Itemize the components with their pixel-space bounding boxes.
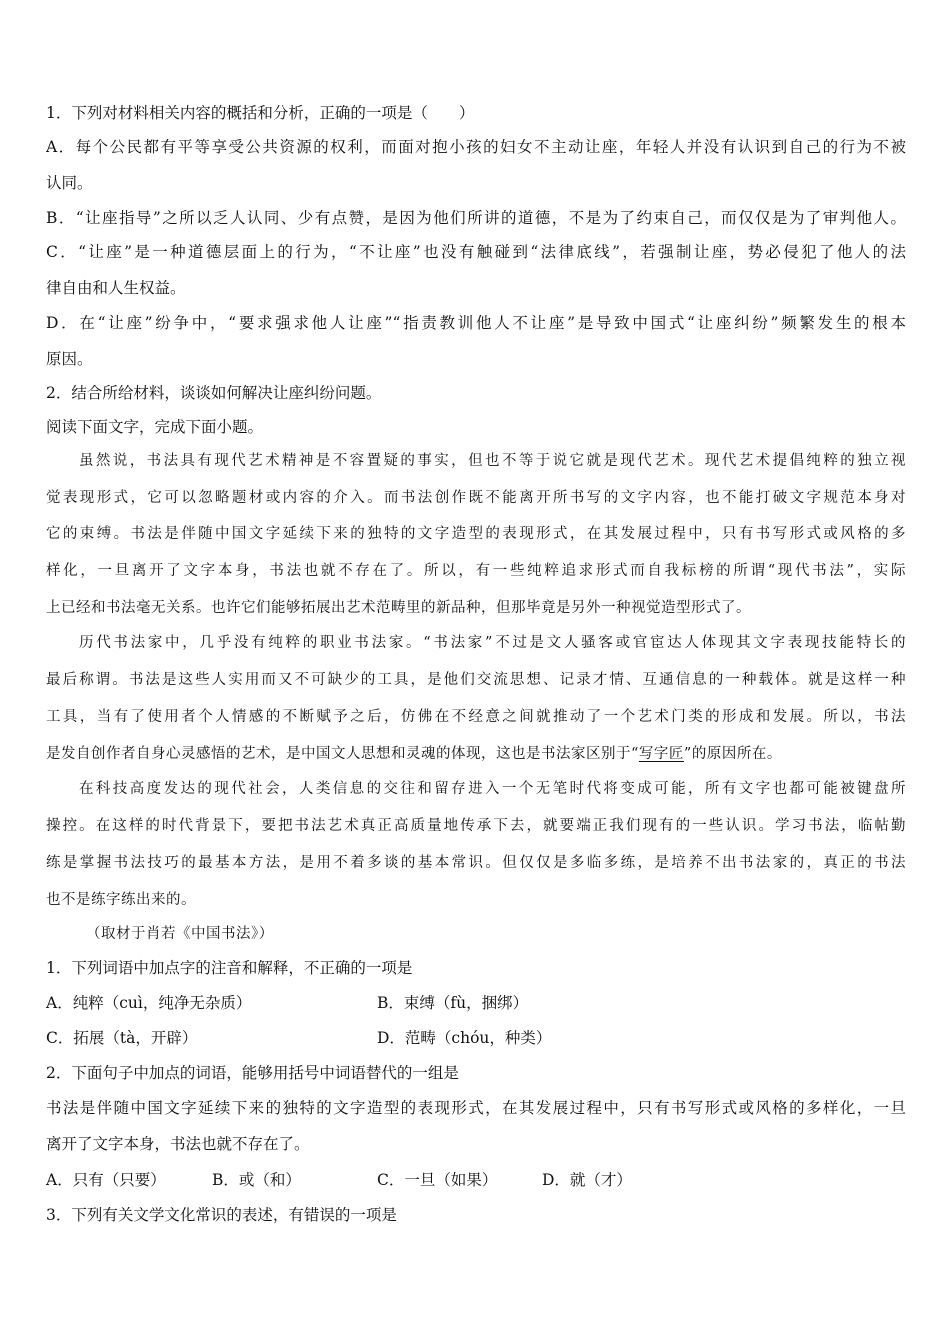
sub2-stem: 2．下面句子中加点的词语，能够用括号中词语替代的一组是 xyxy=(46,1064,459,1082)
sub2-option-a: A．只有（只要） xyxy=(46,1171,166,1189)
q1-stem: 1．下列对材料相关内容的概括和分析，正确的一项是（ ） xyxy=(46,104,475,122)
passage-p2-line: 最后称谓。书法是这些人实用而又不可缺少的工具，是他们交流思想、记录才情、互通信息的一种载体。就是这样一种 xyxy=(46,672,906,688)
sub1-option-a: A．纯粹（cuì，纯净无杂质） xyxy=(46,994,252,1012)
q1-option-d-line2: 原因。 xyxy=(46,350,93,368)
q1-option-c-line1: C．“让座”是一种道德层面上的行为，“不让座”也没有触碰到“法律底线”，若强制让座，势必侵犯了他人的法 xyxy=(46,243,906,261)
passage-p1-line: 样化，一旦离开了文字本身，书法也就不存在了。所以，有一些纯粹追求形式而自我标榜的所谓“现代书法”，实际 xyxy=(46,563,906,579)
sub1-stem: 1．下列词语中加点字的注音和解释，不正确的一项是 xyxy=(46,959,413,977)
sub3-stem: 3．下列有关文学文化常识的表述，有错误的一项是 xyxy=(46,1206,397,1224)
q1-option-b: B．“让座指导”之所以乏人认同、少有点赞，是因为他们所讲的道德，不是为了约束自己，而仅仅是为了审判他人。 xyxy=(46,209,906,227)
sub2-option-b: B．或（和） xyxy=(212,1171,301,1189)
passage-p3-line: 练是掌握书法技巧的最基本方法，是用不着多谈的基本常识。但仅仅是多临多练，是培养不出书法家的，真正的书法 xyxy=(46,855,906,871)
sub1-option-b: B．束缚（fù，捆绑） xyxy=(377,994,529,1012)
reading-instruction: 阅读下面文字，完成下面小题。 xyxy=(46,418,264,436)
passage-p2-last-after: ”的原因所在。 xyxy=(683,746,782,762)
passage-p3-line: 操控。在这样的时代背景下，要把书法艺术真正高质量地传承下去，就要端正我们现有的一些认识。学习书法，临帖勤 xyxy=(46,818,906,834)
sub2-option-c: C．一旦（如果） xyxy=(377,1171,498,1189)
sub2-sentence-line2: 离开了文字本身，书法也就不存在了。 xyxy=(46,1135,310,1153)
passage-source: （取材于肖若《中国书法》） xyxy=(86,926,274,942)
sub1-option-c: C．拓展（tà，开辟） xyxy=(46,1029,198,1047)
passage-p2-last-line xyxy=(46,744,906,764)
sub2-option-d: D．就（才） xyxy=(542,1171,632,1189)
passage-p1-line: 它的束缚。书法是伴随中国文字延续下来的独特的文字造型的表现形式，在其发展过程中，只有书写形式或风格的多 xyxy=(46,526,906,542)
passage-p1-line: 觉表现形式，它可以忽略题材或内容的介入。而书法创作既不能离开所书写的文字内容，也不能打破文字规范本身对 xyxy=(46,490,906,506)
passage-p2-last-before: 是发自创作者自身心灵感悟的艺术，是中国文人思想和灵魂的体现，这也是书法家区别于“ xyxy=(46,746,639,762)
q1-option-d-line1: D．在“让座”纷争中，“要求强求他人让座”“指责教训他人不让座”是导致中国式“让座纠纷”频繁发生的根本 xyxy=(46,314,906,332)
passage-p1-line: 虽然说，书法具有现代艺术精神是不容置疑的事实，但也不等于说它就是现代艺术。现代艺术提倡纯粹的独立视 xyxy=(79,453,906,469)
sub2-sentence-line1: 书法是伴随中国文字延续下来的独特的文字造型的表现形式，在其发展过程中，只有书写形式或风格的多样化，一旦 xyxy=(46,1099,906,1117)
passage-p1-line: 上已经和书法毫无关系。也许它们能够拓展出艺术范畴里的新品种，但那毕竟是另外一种视觉造型形式了。 xyxy=(46,600,751,616)
sub1-option-d: D．范畴（chóu，种类） xyxy=(377,1029,552,1047)
passage-p3-line: 在科技高度发达的现代社会，人类信息的交往和留存进入一个无笔时代将变成可能，所有文字也都可能被键盘所 xyxy=(79,781,906,797)
passage-p2-line: 历代书法家中，几乎没有纯粹的职业书法家。“书法家”不过是文人骚客或官宦达人体现其文字表现技能特长的 xyxy=(79,635,906,651)
q1-option-c-line2: 律自由和人生权益。 xyxy=(46,279,186,297)
q1-option-a-line2: 认同。 xyxy=(46,174,93,192)
q2-stem: 2．结合所给材料，谈谈如何解决让座纠纷问题。 xyxy=(46,384,382,402)
underlined-term: 写字匠 xyxy=(638,746,684,762)
q1-option-a-line1: A．每个公民都有平等享受公共资源的权利，而面对抱小孩的妇女不主动让座，年轻人并没有认识到自己的行为不被 xyxy=(46,138,906,156)
passage-p2-line: 工具，当有了使用者个人情感的不断赋予之后，仿佛在不经意之间就推动了一个艺术门类的形成和发展。所以，书法 xyxy=(46,709,906,725)
passage-p3-line: 也不是练字练出来的。 xyxy=(46,892,196,908)
